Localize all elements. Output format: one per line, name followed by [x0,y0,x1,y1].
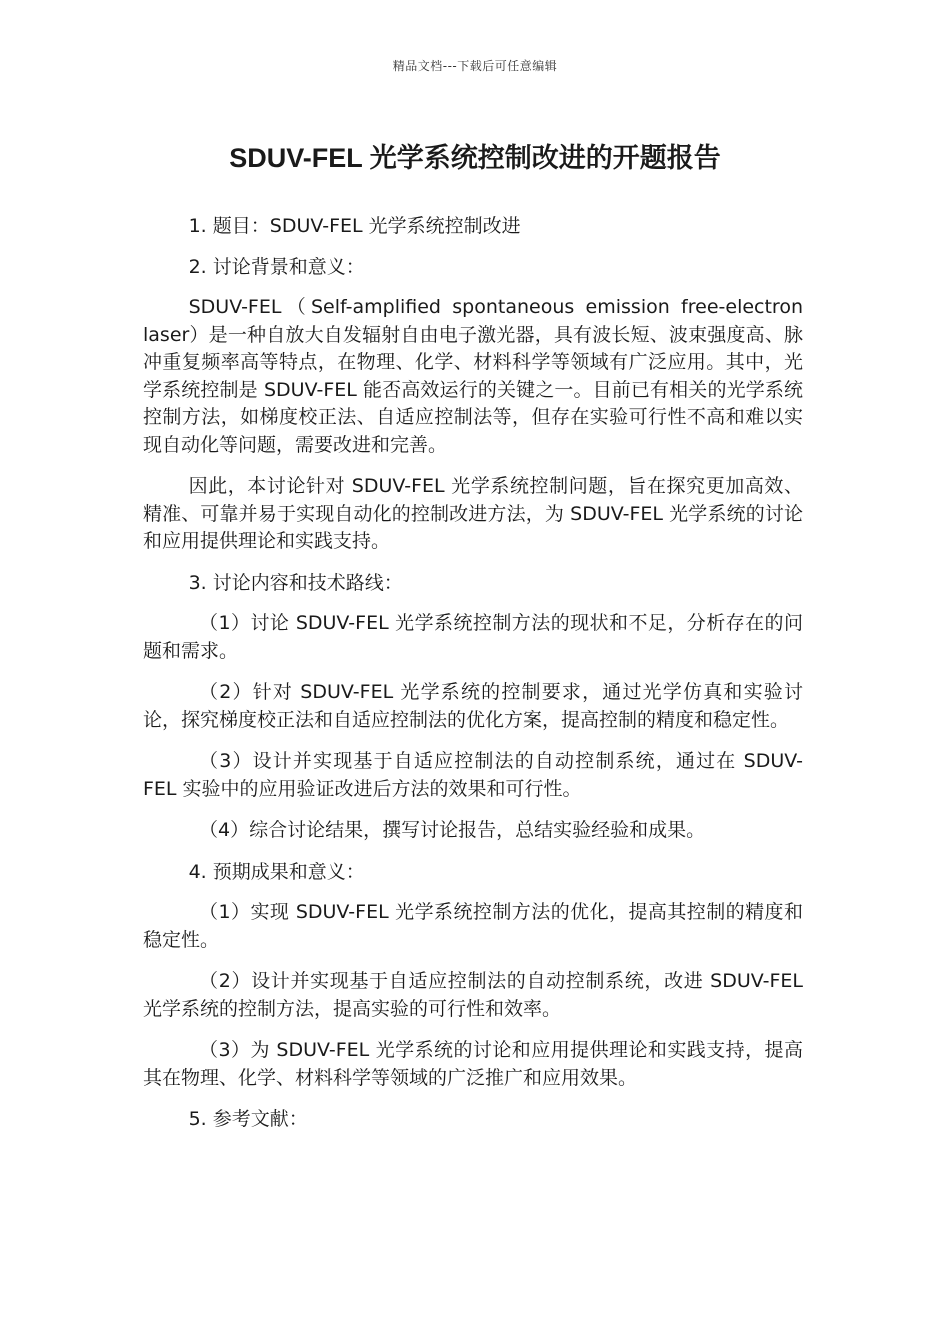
section-topic: 1. 题目：SDUV-FEL 光学系统控制改进 [188,215,521,237]
outcome-item: （1）实现 SDUV-FEL 光学系统控制方法的优化，提高其控制的精度和稳定性。 [143,901,803,951]
section-background-heading: 2. 讨论背景和意义： [188,255,365,278]
outcome-item: （3）为 SDUV-FEL 光学系统的讨论和应用提供理论和实践支持，提高其在物理、化学、材料科学等领域的广泛推广和应用效果。 [143,1039,803,1089]
outcome-item: （2）设计并实现基于自适应控制法的自动控制系统，改进 SDUV-FEL 光学系统的控制方法，提高实验的可行性和效率。 [143,970,803,1020]
section-content-heading: 3. 讨论内容和技术路线： [188,571,403,594]
section-outcomes-heading: 4. 预期成果和意义： [188,860,365,883]
header-note: 精品文档---下载后可任意编辑 [392,59,558,73]
content-item: （4）综合讨论结果，撰写讨论报告，总结实验经验和成果。 [199,819,706,841]
background-paragraph-1: SDUV-FEL（Self-amplified spontaneous emission free-electron laser）是一种自放大自发辐射自由电子激光器，具有波长短、波束强度高、脉冲重复频率高等特点，在物理、化学、材料科学等领域有广泛应用。其中，光学系统控制是 SDUV-FEL 能否高效运行的关键之一。目前已有相关的光学系统控制方法，如梯度校正法、自适应控制法等，但存在实验可行性不高和难以实现自动化等问题，需要改进和完善。 [143,296,803,456]
section-references-heading: 5. 参考文献： [188,1108,308,1130]
content-item: （3）设计并实现基于自适应控制法的自动控制系统，通过在 SDUV-FEL 实验中的应用验证改进后方法的效果和可行性。 [143,750,803,800]
background-paragraph-2: 因此，本讨论针对 SDUV-FEL 光学系统控制问题，旨在探究更加高效、精准、可靠并易于实现自动化的控制改进方法，为 SDUV-FEL 光学系统的讨论和应用提供理论和实践支持。 [143,475,803,552]
document-title: SDUV-FEL 光学系统控制改进的开题报告 [229,143,721,173]
content-item: （2）针对 SDUV-FEL 光学系统的控制要求，通过光学仿真和实验讨论，探究梯度校正法和自适应控制法的优化方案，提高控制的精度和稳定性。 [143,681,803,731]
content-item: （1）讨论 SDUV-FEL 光学系统控制方法的现状和不足，分析存在的问题和需求。 [143,612,803,662]
document-body [143,213,803,1147]
